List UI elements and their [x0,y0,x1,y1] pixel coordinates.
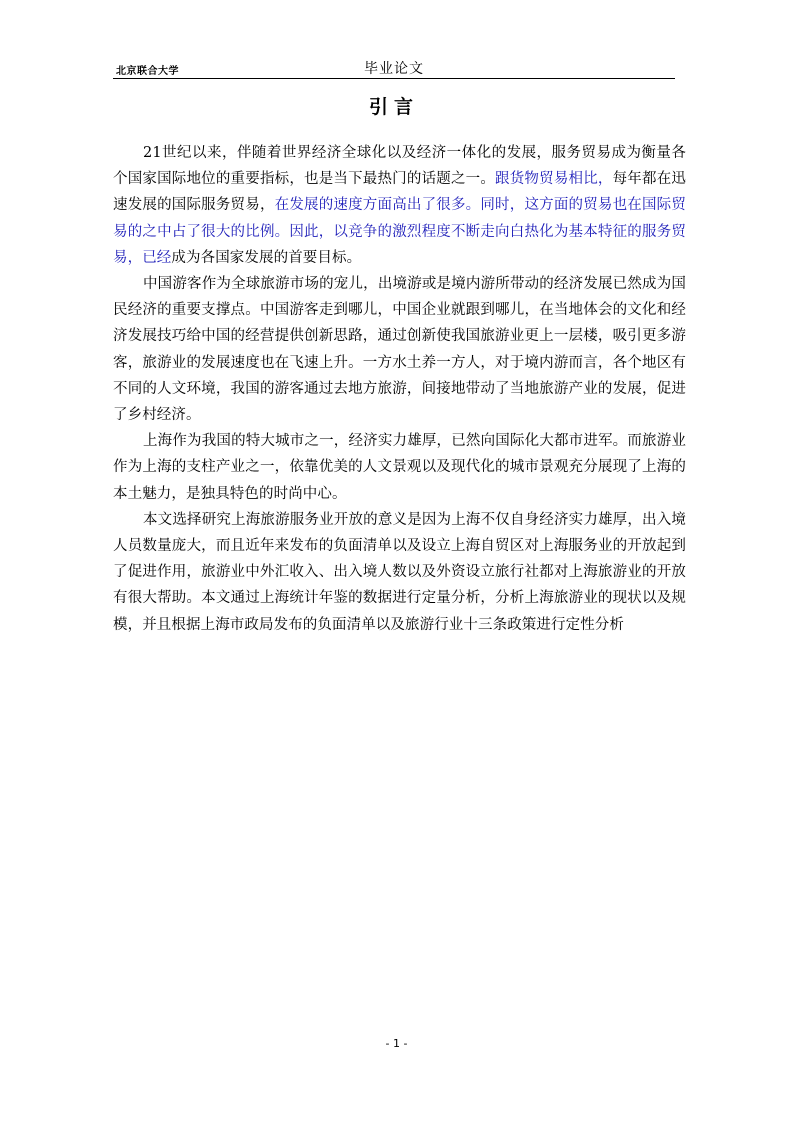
p1-text-a: 21世纪以来，伴随着世界经济全球化以及经济一体化的发展，服务贸易成为衡量各个国家国际地位的重要指标，也是当下最热门的话题之一。 [113,145,686,188]
p1-text-e: 成为各国家发展的首要目标。 [171,249,362,266]
paragraph-4: 本文选择研究上海旅游服务业开放的意义是因为上海不仅自身经济实力雄厚，出入境人员数量庞大，而且近年来发布的负面清单以及设立上海自贸区对上海服务业的开放起到了促进作用，旅游业中外汇收入、出入境人数以及外资设立旅行社都对上海旅游业的开放有很大帮助。本文通过上海统计年鉴的数据进行定量分析，分析上海旅游业的现状以及规模，并且根据上海市政局发布的负面清单以及旅游行业十三条政策进行定性分析 [113,511,686,633]
paragraph-1 [113,140,686,271]
paragraph-2: 中国游客作为全球旅游市场的宠儿，出境游或是境内游所带动的经济发展已然成为国民经济的重要支撑点。中国游客走到哪儿，中国企业就跟到哪儿，在当地体会的文化和经济发展技巧给中国的经营提供创新思路，通过创新使我国旅游业更上一层楼，吸引更多游客，旅游业的发展速度也在飞速上升。一方水土养一方人，对于境内游而言，各个地区有不同的人文环境，我国的游客通过去地方旅游，间接地带动了当地旅游产业的发展，促进了乡村经济。 [113,276,686,424]
p1-highlight-b: 跟货物贸易相比， [495,171,613,188]
header-university: 北京联合大学 [116,66,179,77]
page-number: - 1 - [385,1037,408,1050]
p1-highlight-d: 在发展的速度方面高出了很多。同时，这方面的贸易也在国际贸易的之中占了很大的比例。因此，以竞争的激烈程度不断走向白热化为基本特征的服务贸易，已经 [113,197,686,266]
header-doc-type: 毕业论文 [364,61,424,77]
section-title: 引言 [368,96,419,118]
body-text [113,140,686,638]
paragraph-3: 上海作为我国的特大城市之一，经济实力雄厚，已然向国际化大都市进军。而旅游业作为上海的支柱产业之一，依靠优美的人文景观以及现代化的城市景观充分展现了上海的本土魅力，是独具特色的时尚中心。 [113,433,686,502]
p1-text-c: 每年都在迅速发展的国际服务贸易， [113,171,686,214]
page-header [113,56,675,79]
